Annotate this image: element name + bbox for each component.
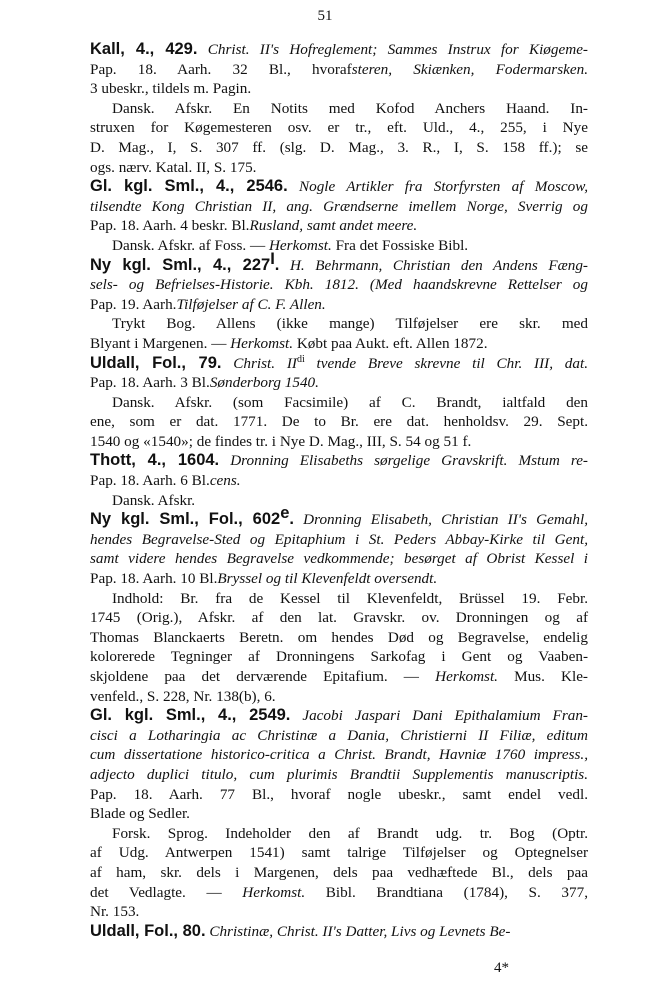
italic-title: adjecto duplici titulo, cum plurimis Brandtii Supplementis manuscriptis. xyxy=(90,765,588,783)
signature-mark: 4* xyxy=(494,960,509,976)
catalogue-entry xyxy=(90,706,588,922)
entry-text-line xyxy=(90,687,588,707)
plain-text xyxy=(197,41,207,58)
italic-title: Tilføjelser af C. F. Allen. xyxy=(176,295,326,313)
shelfmark: Ny kgl. Sml., 4., 227 xyxy=(90,255,271,274)
plain-text: Blade og Sedler. xyxy=(90,805,190,823)
italic-title: Christ. II xyxy=(233,354,297,372)
italic-title: Sønderborg 1540. xyxy=(209,374,319,392)
entry-text-line xyxy=(90,432,588,452)
plain-text: 1540 og «1540»; de findes tr. i Nye D. Mag., III, S. 54 og 51 f. xyxy=(90,432,472,450)
shelfmark: Gl. kgl. Sml., 4., 2549. xyxy=(90,706,291,725)
italic-title: cens. xyxy=(209,472,241,490)
italic-title: Herkomst. xyxy=(242,883,306,901)
entry-text-line xyxy=(90,785,588,805)
italic-title: Jacobi Jaspari Dani Epithalamium Fran- xyxy=(302,707,588,725)
italic-title: tilsendte Kong Christian II, ang. Grændserne imellem Norge, Sverrig og xyxy=(90,197,588,215)
catalogue-entry xyxy=(90,922,588,942)
shelfmark-superscript: e xyxy=(280,504,290,523)
plain-text: 1745 (Orig.), Afskr. af den lat. Gravskr. ov. Dronningen og af xyxy=(90,609,588,627)
plain-text: Trykt Bog. Allens (ikke mange) Tilføjelser ere skr. med xyxy=(112,315,588,333)
shelfmark: Kall, 4., 429. xyxy=(90,40,198,58)
entry-text-line xyxy=(90,726,588,746)
plain-text: Thomas Blanckaerts Beretn. om hendes Død og Begravelse, endelig xyxy=(90,628,588,646)
italic-title: Dronning Elisabeth, Christian II's Gemahl, xyxy=(303,511,588,529)
catalogue-entry xyxy=(90,354,588,452)
plain-text: af Udg. Antwerpen 1541) samt talrige Tilføjelser og Optegnelser xyxy=(90,844,588,862)
plain-text xyxy=(219,452,230,469)
italic-title: Nogle Artikler fra Storfyrsten af Moscow, xyxy=(298,178,589,196)
entry-text-line xyxy=(90,843,588,863)
entry-text-line xyxy=(90,569,588,589)
catalogue-entry xyxy=(90,504,588,706)
entry-text-line xyxy=(90,236,588,256)
italic-title: Herkomst. xyxy=(435,668,498,685)
plain-text: Pap. 18. Aarh. 6 Bl. xyxy=(90,472,210,490)
entry-text-line xyxy=(90,628,588,648)
catalogue-entry xyxy=(90,451,588,510)
plain-text: 3 ubeskr., tildels m. Pagin. xyxy=(90,80,252,98)
italic-title: Rusland, samt andet meere. xyxy=(249,217,418,235)
entry-text-line xyxy=(90,608,588,628)
plain-text xyxy=(288,178,299,195)
plain-text: Blyant i Margenen. — xyxy=(90,334,231,352)
catalogue-page-body xyxy=(90,40,588,941)
entry-text-line xyxy=(90,667,588,687)
entry-text-line xyxy=(90,99,588,119)
entry-text-line xyxy=(90,804,588,824)
entry-text-line xyxy=(90,138,588,158)
page-number: 51 xyxy=(317,8,333,24)
plain-text: D. Mag., I, S. 307 ff. (slg. D. Mag., 3. R., I, S. 158 ff.); se xyxy=(90,138,588,156)
entry-text-line xyxy=(90,530,588,550)
plain-text xyxy=(290,707,302,724)
entry-text-line xyxy=(90,471,588,491)
plain-text: af ham, skr. dels i Margenen, dels paa vedhæftede Bl., dels paa xyxy=(90,863,588,881)
italic-title: sels- og Befrielses-Historie. Kbh. 1812. (Med haandskrevne Rettelser og xyxy=(90,276,588,294)
italic-title: steren, Skiænken, Fodermarsken. xyxy=(351,60,588,78)
entry-heading-line xyxy=(90,451,588,471)
shelfmark: Thott, 4., 1604. xyxy=(90,451,220,470)
italic-title: Christinæ, Christ. II's Datter, Livs og Levnets Be- xyxy=(209,922,511,940)
italic-title: H. Behrmann, Christian den Andens Fæng- xyxy=(289,256,588,274)
plain-text: venfeld., S. 228, Nr. 138(b), 6. xyxy=(90,687,276,705)
entry-heading-line xyxy=(90,504,588,530)
entry-heading-line xyxy=(90,249,588,276)
plain-text: Indhold: Br. fra de Kessel til Klevenfeldt, Brüssel 19. Febr. xyxy=(112,589,588,607)
plain-text: Dansk. Afskr. xyxy=(112,491,196,509)
entry-heading-line xyxy=(90,354,588,374)
entry-text-line xyxy=(90,412,588,432)
italic-title: Dronning Elisabeths sørgelige Gravskrift. Mstum re- xyxy=(230,452,588,470)
shelfmark: Gl. kgl. Sml., 4., 2546. xyxy=(90,177,288,196)
plain-text: Pap. 18. Aarh. 32 Bl., hvoraf xyxy=(90,60,352,78)
plain-text xyxy=(294,511,303,528)
plain-text xyxy=(279,257,290,274)
plain-text: Pap. 18. Aarh. 3 Bl. xyxy=(90,374,210,392)
plain-text-cont: Købt paa Aukt. eft. Allen 1872. xyxy=(293,334,488,352)
plain-text: Pap. 18. Aarh. 4 beskr. Bl. xyxy=(90,217,250,235)
shelfmark: Uldall, Fol., 80. xyxy=(90,921,206,940)
catalogue-entry xyxy=(90,40,588,177)
entry-text-line xyxy=(90,295,588,315)
entry-text-line xyxy=(90,79,588,99)
plain-text: Dansk. Afskr. (som Facsimile) af C. Brandt, ialtfald den xyxy=(112,393,588,411)
plain-text: det Vedlagte. — xyxy=(90,883,243,901)
entry-heading-line xyxy=(90,40,588,60)
plain-text: ogs. nærv. Katal. II, S. 175. xyxy=(90,158,257,176)
italic-title-cont: tvende Breve skrevne til Chr. III, dat. xyxy=(304,354,588,372)
entry-heading-line xyxy=(90,177,588,197)
entry-text-line xyxy=(90,883,588,903)
plain-text xyxy=(221,355,233,372)
entry-text-line xyxy=(90,314,588,334)
plain-text: kolorerede Tegninger af Dronningens Sarkofag i Gent og Vaaben- xyxy=(90,648,588,666)
plain-text: Forsk. Sprog. Indeholder den af Brandt udg. tr. Bog (Optr. xyxy=(112,824,588,842)
italic-title: Herkomst. xyxy=(268,236,332,254)
entry-text-line xyxy=(90,491,588,511)
shelfmark-superscript: I xyxy=(270,249,275,268)
plain-text-cont: Mus. Kle- xyxy=(497,668,588,685)
entry-text-line xyxy=(90,589,588,609)
entry-text-line xyxy=(90,158,588,178)
plain-text-cont: Bibl. Brandtiana (1784), S. 377, xyxy=(305,883,588,901)
entry-heading-line xyxy=(90,706,588,726)
plain-text: struxen for Køgemesteren osv. er tr., eft. Uld., 4., 255, i Nye xyxy=(90,119,588,137)
italic-title: cum dissertatione historico-critica a Christ. Brandt, Havniæ 1760 impress., xyxy=(90,746,588,764)
shelfmark-suffix: . xyxy=(274,255,280,274)
italic-title: samt videre hendes Begravelse vedkommende; besørget af Obrist Kessel i xyxy=(90,550,588,568)
entry-text-line xyxy=(90,118,588,138)
plain-text: Dansk. Afskr. af Foss. — xyxy=(112,236,269,254)
catalogue-entry xyxy=(90,177,588,255)
plain-text: Pap. 19. Aarh. xyxy=(90,295,177,313)
shelfmark: Ny kgl. Sml., Fol., 602 xyxy=(90,510,281,529)
italic-superscript: di xyxy=(296,353,305,365)
plain-text: skjoldene paa det derværende Epitafium. — xyxy=(90,668,436,685)
plain-text: ene, som er dat. 1771. De to Br. ere dat. henholdsv. 29. Sept. xyxy=(90,413,588,431)
entry-text-line xyxy=(90,393,588,413)
entry-text-line xyxy=(90,373,588,393)
entry-text-line xyxy=(90,549,588,569)
entry-text-line xyxy=(90,902,588,922)
italic-title: Christ. II's Hofreglement; Sammes Instrux for Kiøgeme- xyxy=(207,41,588,58)
entry-text-line xyxy=(90,647,588,667)
entry-text-line xyxy=(90,745,588,765)
italic-title: cisci a Lotharingia ac Christinæ a Dania, Christierni II Filiæ, editum xyxy=(90,726,588,744)
shelfmark-suffix: . xyxy=(289,510,294,529)
italic-title: Herkomst. xyxy=(230,334,294,352)
plain-text: Pap. 18. Aarh. 77 Bl., hvoraf nogle ubeskr., samt endel vedl. xyxy=(90,785,588,803)
entry-heading-line xyxy=(90,922,588,942)
entry-text-line xyxy=(90,216,588,236)
italic-title: Bryssel og til Klevenfeldt oversendt. xyxy=(217,570,438,588)
plain-text: Pap. 18. Aarh. 10 Bl. xyxy=(90,570,218,588)
entry-text-line xyxy=(90,334,588,354)
entry-text-line xyxy=(90,863,588,883)
plain-text: Nr. 153. xyxy=(90,903,140,921)
entry-text-line xyxy=(90,824,588,844)
italic-title: hendes Begravelse-Sted og Epitaphium i St. Peders Abbay-Kirke til Gent, xyxy=(90,530,588,548)
plain-text: Dansk. Afskr. En Notits med Kofod Anchers Haand. In- xyxy=(112,99,588,117)
entry-text-line xyxy=(90,60,588,80)
entry-text-line xyxy=(90,275,588,295)
entry-text-line xyxy=(90,765,588,785)
shelfmark: Uldall, Fol., 79. xyxy=(90,353,222,372)
entry-text-line xyxy=(90,197,588,217)
catalogue-entry xyxy=(90,249,588,354)
plain-text-cont: Fra det Fossiske Bibl. xyxy=(331,236,469,254)
